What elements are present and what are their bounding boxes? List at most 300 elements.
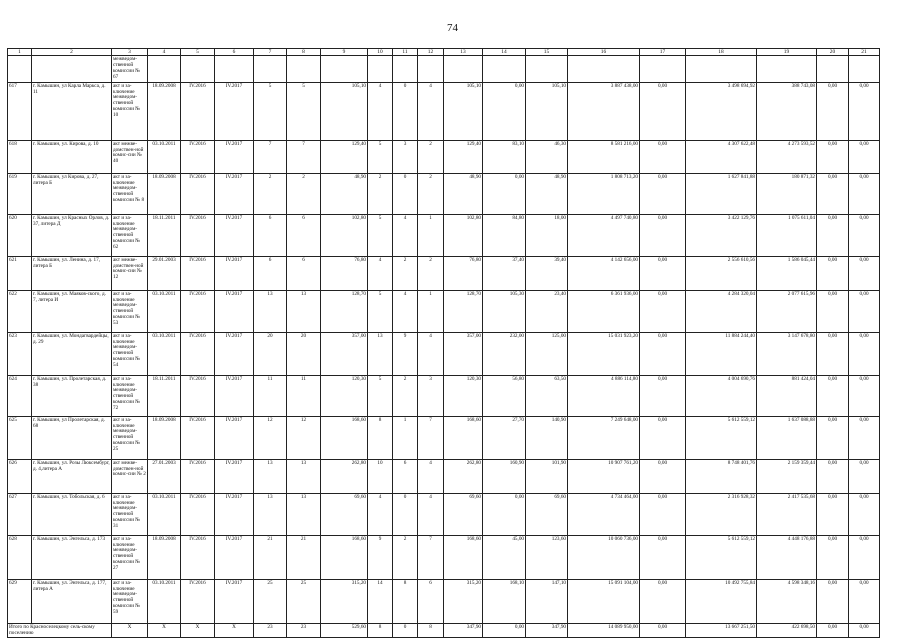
column-number: 1 [8,49,32,56]
table-row [8,535,880,579]
cell-c13: 168,10 [483,579,526,623]
cell-num: 617 [8,82,32,140]
cell-c4: IV.2016 [181,290,215,332]
page-number: 74 [447,22,458,34]
cell-c11: 3 [418,375,444,416]
cell-c10: 6 [393,459,418,493]
cell-address: г. Камышин, ул Карла Маркса, д. 11 [32,82,112,140]
cell-c13: 160,90 [483,459,526,493]
cell-num: 622 [8,290,32,332]
total-c8: 23 [287,623,321,638]
cell-c20: 0,00 [849,332,880,375]
total-c16: 14 089 950,00 [568,623,640,638]
cell-doc: акт и за-ключение межведом-ственной комиссии № 10 [112,82,148,140]
cell-c8: 105,10 [321,82,368,140]
column-number: 17 [640,49,686,56]
cell-c14: 48,90 [526,173,568,214]
cell-c9: 5 [368,140,393,173]
cell-c6: 6 [254,256,287,290]
cell-c10: 1 [393,416,418,459]
table-row [8,214,880,256]
cell-c17: 4 307 622,48 [686,140,757,173]
cell-c16: 0,00 [640,290,686,332]
cell-c17: 11 884 244,40 [686,332,757,375]
cell-c10: 9 [393,332,418,375]
cell-address: г. Камышин, ул. Розы Люксембург, д. 4,литера А [32,459,112,493]
cell-c6: 13 [254,290,287,332]
cell-c18: 1 586 045,44 [757,256,817,290]
continuation-doc: межведом-ственной комиссии № 67 [112,56,148,83]
cell-c8: 120,30 [321,375,368,416]
cell-c11: 4 [418,82,444,140]
column-number: 20 [817,49,849,56]
table-row [8,173,880,214]
column-number-row [8,49,880,56]
cell-doc: акт межве-домствен-ной комис-сии № 2 [112,459,148,493]
cell-c10: 2 [393,535,418,579]
cell-c4: IV.2016 [181,535,215,579]
cell-c13: 232,00 [483,332,526,375]
cell-address: г. Камышин, ул. Тобольская, д. 6 [32,493,112,535]
cell-num: 619 [8,173,32,214]
cell-c7: 7 [287,140,321,173]
column-number: 13 [444,49,483,56]
cell-c13: 0,00 [483,82,526,140]
cell-c16: 0,00 [640,535,686,579]
total-label: Итого по Красноселецкому сель-скому поселению [8,623,112,638]
column-number: 10 [368,49,393,56]
cell-c11: 4 [418,493,444,535]
cell-c5: IV.2017 [215,416,254,459]
cell-c19: 0,00 [817,416,849,459]
total-c4: X [148,623,181,638]
cell-c6: 20 [254,332,287,375]
cell-c17: 2 556 610,56 [686,256,757,290]
cell-c6: 11 [254,375,287,416]
cell-c16: 0,00 [640,256,686,290]
cell-c14: 63,50 [526,375,568,416]
cell-c9: 8 [368,416,393,459]
cell-c6: 13 [254,493,287,535]
cell-c5: IV.2017 [215,290,254,332]
cell-doc: акт и за-ключение межведом-ственной комиссии № 8 [112,173,148,214]
cell-c14: 18,00 [526,214,568,256]
cell-c8: 168,60 [321,416,368,459]
cell-c9: 9 [368,535,393,579]
cell-c20: 0,00 [849,459,880,493]
cell-c4: IV.2016 [181,459,215,493]
cell-date: 18.11.2011 [148,214,181,256]
cell-c17: 10 492 755,84 [686,579,757,623]
cell-c12: 168,60 [444,416,483,459]
cell-c18: 180 871,32 [757,173,817,214]
column-number: 2 [32,49,112,56]
cell-c16: 0,00 [640,173,686,214]
cell-c10: 0 [393,493,418,535]
cell-num: 623 [8,332,32,375]
cell-doc: акт межве-домствен-ной комис-сии № 12 [112,256,148,290]
cell-c4: IV.2016 [181,173,215,214]
cell-c16: 0,00 [640,82,686,140]
cell-c4: IV.2016 [181,416,215,459]
total-c13: 347,90 [444,623,483,638]
cell-c19: 0,00 [817,493,849,535]
cell-c8: 48,90 [321,173,368,214]
table-row [8,332,880,375]
cell-c17: 8 748 401,76 [686,459,757,493]
column-number: 3 [112,49,148,56]
cell-c5: IV.2017 [215,535,254,579]
cell-c12: 69,60 [444,493,483,535]
cell-date: 03.10.2011 [148,493,181,535]
cell-c11: 1 [418,214,444,256]
cell-date: 03.10.2011 [148,140,181,173]
cell-c18: 2 417 535,68 [757,493,817,535]
cell-c4: IV.2016 [181,82,215,140]
cell-c5: IV.2017 [215,256,254,290]
cell-c12: 76,80 [444,256,483,290]
total-c9: 529,60 [321,623,368,638]
cell-c15: 4 142 656,00 [568,256,640,290]
column-number: 8 [287,49,321,56]
cell-doc: акт и за-ключение межведом-ственной комиссии № 27 [112,535,148,579]
cell-c20: 0,00 [849,214,880,256]
cell-num: 627 [8,493,32,535]
cell-address: г. Камышин, ул. Кирова, д. 10 [32,140,112,173]
cell-c5: IV.2017 [215,173,254,214]
cell-c15: 4 734 464,00 [568,493,640,535]
cell-c15: 1 808 713,20 [568,173,640,214]
cell-c10: 2 [393,256,418,290]
cell-doc: акт и за-ключение межведом-ственной комиссии № 53 [112,290,148,332]
cell-c7: 20 [287,332,321,375]
total-c12: 8 [418,623,444,638]
cell-c20: 0,00 [849,256,880,290]
cell-c19: 0,00 [817,214,849,256]
cell-c20: 0,00 [849,140,880,173]
cell-c11: 1 [418,290,444,332]
cell-c11: 4 [418,332,444,375]
cell-c4: IV.2016 [181,332,215,375]
cell-c19: 0,00 [817,290,849,332]
cell-c8: 69,60 [321,493,368,535]
cell-c7: 13 [287,493,321,535]
cell-c10: 0 [393,173,418,214]
cell-num: 624 [8,375,32,416]
column-number: 12 [418,49,444,56]
cell-c20: 0,00 [849,173,880,214]
total-c10: 8 [368,623,393,638]
cell-c18: 1 075 611,04 [757,214,817,256]
cell-date: 18.11.2011 [148,375,181,416]
cell-c18: 1 637 088,88 [757,416,817,459]
total-c18: 13 667 251,50 [686,623,757,638]
cell-c4: IV.2016 [181,579,215,623]
total-c14: 0,00 [483,623,526,638]
cell-c17: 2 316 928,32 [686,493,757,535]
cell-doc: акт и за-ключение межведом-ственной комиссии № 59 [112,579,148,623]
total-c19: 422 698,50 [757,623,817,638]
cell-c6: 21 [254,535,287,579]
cell-c12: 120,30 [444,375,483,416]
table-row [8,579,880,623]
cell-c18: 388 743,08 [757,82,817,140]
cell-c18: 2 077 615,96 [757,290,817,332]
cell-c20: 0,00 [849,493,880,535]
cell-num: 620 [8,214,32,256]
cell-c19: 0,00 [817,140,849,173]
cell-c19: 0,00 [817,173,849,214]
cell-doc: акт и за-ключение межведом-ственной комиссии № 25 [112,416,148,459]
column-number: 19 [757,49,817,56]
cell-c14: 123,60 [526,535,568,579]
table-row [8,416,880,459]
cell-c19: 0,00 [817,535,849,579]
column-number: 16 [568,49,640,56]
cell-doc: акт межве-домствен-ной комис-сии № 40 [112,140,148,173]
cell-c12: 315,20 [444,579,483,623]
cell-c14: 147,10 [526,579,568,623]
cell-c8: 262,80 [321,459,368,493]
column-number: 11 [393,49,418,56]
cell-date: 29.01.2003 [148,256,181,290]
cell-num: 628 [8,535,32,579]
cell-c12: 262,80 [444,459,483,493]
cell-c20: 0,00 [849,535,880,579]
cell-c13: 83,10 [483,140,526,173]
cell-c5: IV.2017 [215,579,254,623]
cell-c17: 5 612 559,12 [686,535,757,579]
cell-c18: 3 147 678,80 [757,332,817,375]
total-c20: 0,00 [817,623,849,638]
cell-c8: 128,70 [321,290,368,332]
cell-c4: IV.2016 [181,375,215,416]
cell-c10: 0 [393,82,418,140]
cell-c15: 15 091 104,00 [568,579,640,623]
cell-c7: 6 [287,256,321,290]
cell-c13: 37,40 [483,256,526,290]
cell-c13: 27,70 [483,416,526,459]
cell-c5: IV.2017 [215,140,254,173]
cell-address: г. Камышин, ул. Ленина, д. 17, литера Б [32,256,112,290]
column-number: 4 [148,49,181,56]
total-c7: 23 [254,623,287,638]
cell-c10: 4 [393,290,418,332]
cell-c19: 0,00 [817,459,849,493]
cell-c20: 0,00 [849,579,880,623]
cell-c6: 2 [254,173,287,214]
cell-c9: 4 [368,82,393,140]
cell-c15: 15 031 923,20 [568,332,640,375]
cell-date: 03.10.2011 [148,290,181,332]
cell-c7: 13 [287,290,321,332]
cell-c13: 56,80 [483,375,526,416]
table-row [8,290,880,332]
cell-c12: 102,80 [444,214,483,256]
cell-c12: 48,90 [444,173,483,214]
cell-c13: 0,00 [483,173,526,214]
cell-address: г. Камышин, ул. Энгельса, д. 177, литера А [32,579,112,623]
cell-c9: 13 [368,332,393,375]
cell-c9: 4 [368,256,393,290]
cell-c17: 4 284 320,04 [686,290,757,332]
cell-c6: 6 [254,214,287,256]
cell-c11: 6 [418,579,444,623]
cell-c18: 4 598 348,16 [757,579,817,623]
cell-address: г. Камышин, ул Пролетарская, д. 68 [32,416,112,459]
cell-c5: IV.2017 [215,375,254,416]
cell-c7: 6 [287,214,321,256]
column-number: 18 [686,49,757,56]
cell-c20: 0,00 [849,416,880,459]
cell-c16: 0,00 [640,459,686,493]
total-c11: 0 [393,623,418,638]
cell-c19: 0,00 [817,332,849,375]
cell-address: г. Камышин, ул. Мондагвардейцы, д. 29 [32,332,112,375]
cell-c4: IV.2016 [181,256,215,290]
cell-c7: 13 [287,459,321,493]
table-row [8,140,880,173]
cell-c16: 0,00 [640,214,686,256]
column-number: 5 [181,49,215,56]
cell-c11: 2 [418,140,444,173]
column-number: 6 [215,49,254,56]
column-number: 21 [849,49,880,56]
cell-c12: 168,60 [444,535,483,579]
cell-c8: 315,20 [321,579,368,623]
cell-c18: 2 159 359,44 [757,459,817,493]
cell-c17: 3 422 129,76 [686,214,757,256]
cell-c12: 128,70 [444,290,483,332]
cell-c14: 39,40 [526,256,568,290]
cell-c16: 0,00 [640,493,686,535]
cell-c19: 0,00 [817,579,849,623]
cell-c14: 125,00 [526,332,568,375]
cell-c13: 84,80 [483,214,526,256]
cell-c9: 5 [368,214,393,256]
cell-c15: 4 886 114,80 [568,375,640,416]
cell-c15: 6 361 936,00 [568,290,640,332]
table-row [8,459,880,493]
cell-c16: 0,00 [640,579,686,623]
cell-c14: 105,10 [526,82,568,140]
cell-date: 18.09.2008 [148,173,181,214]
cell-date: 03.10.2011 [148,579,181,623]
cell-date: 03.10.2011 [148,332,181,375]
cell-c11: 4 [418,459,444,493]
cell-doc: акт и за-ключение межведом-ственной комиссии № 72 [112,375,148,416]
cell-doc: акт и за-ключение межведом-ственной комиссии № 62 [112,214,148,256]
cell-c19: 0,00 [817,375,849,416]
cell-c8: 76,80 [321,256,368,290]
cell-c16: 0,00 [640,140,686,173]
cell-c15: 3 887 438,00 [568,82,640,140]
cell-c7: 25 [287,579,321,623]
cell-c8: 168,60 [321,535,368,579]
cell-c4: IV.2016 [181,493,215,535]
cell-c18: 4 273 593,52 [757,140,817,173]
table-row [8,256,880,290]
cell-c7: 2 [287,173,321,214]
cell-c12: 105,10 [444,82,483,140]
cell-c6: 25 [254,579,287,623]
cell-c5: IV.2017 [215,214,254,256]
cell-address: г. Камышин, ул Кирова, д. 27, литера Б [32,173,112,214]
cell-c10: 3 [393,140,418,173]
cell-address: г. Камышин, ул. Пролетарская, д. 38 [32,375,112,416]
cell-doc: акт и за-ключение межведом-ственной комиссии № 54 [112,332,148,375]
cell-c19: 0,00 [817,82,849,140]
table-row [8,82,880,140]
table-body [8,49,880,638]
cell-c9: 2 [368,173,393,214]
cell-c17: 5 612 559,12 [686,416,757,459]
cell-num: 629 [8,579,32,623]
total-c5: X [181,623,215,638]
cell-c14: 23,40 [526,290,568,332]
cell-doc: акт и за-ключение межведом-ственной комиссии № 31 [112,493,148,535]
column-number: 7 [254,49,287,56]
total-c6: X [215,623,254,638]
cell-c17: 3 498 694,92 [686,82,757,140]
cell-c6: 13 [254,459,287,493]
total-c3: X [112,623,148,638]
cell-c5: IV.2017 [215,459,254,493]
cell-c13: 0,00 [483,493,526,535]
cell-c9: 4 [368,493,393,535]
cell-c12: 129,40 [444,140,483,173]
cell-c10: 4 [393,214,418,256]
cell-c20: 0,00 [849,290,880,332]
cell-c12: 357,00 [444,332,483,375]
total-c21: 0,00 [849,623,880,638]
total-c15: 347,90 [526,623,568,638]
cell-c9: 14 [368,579,393,623]
cell-c8: 357,00 [321,332,368,375]
cell-address: г. Камышин, ул. Маяков-ского, д. 7, литера И [32,290,112,332]
cell-c14: 140,90 [526,416,568,459]
total-c17: 0,00 [640,623,686,638]
cell-c18: 881 424,04 [757,375,817,416]
cell-num: 621 [8,256,32,290]
cell-c10: 8 [393,579,418,623]
cell-num: 625 [8,416,32,459]
cell-c11: 7 [418,535,444,579]
cell-address: г. Камышин, ул. Энгельса, д. 173 [32,535,112,579]
cell-c9: 10 [368,459,393,493]
cell-c11: 7 [418,416,444,459]
cell-c8: 102,80 [321,214,368,256]
cell-c11: 2 [418,173,444,214]
cell-c15: 10 060 736,00 [568,535,640,579]
cell-c20: 0,00 [849,375,880,416]
cell-c6: 12 [254,416,287,459]
cell-date: 18.09.2008 [148,82,181,140]
cell-c15: 10 907 761,20 [568,459,640,493]
cell-c11: 2 [418,256,444,290]
continuation-row [8,56,880,83]
cell-c15: 7 249 648,00 [568,416,640,459]
cell-c16: 0,00 [640,375,686,416]
cell-c15: 4 497 740,80 [568,214,640,256]
cell-date: 18.09.2008 [148,416,181,459]
cell-c5: IV.2017 [215,493,254,535]
column-number: 9 [321,49,368,56]
cell-c6: 7 [254,140,287,173]
cell-num: 618 [8,140,32,173]
cell-c17: 4 004 690,76 [686,375,757,416]
cell-c16: 0,00 [640,332,686,375]
